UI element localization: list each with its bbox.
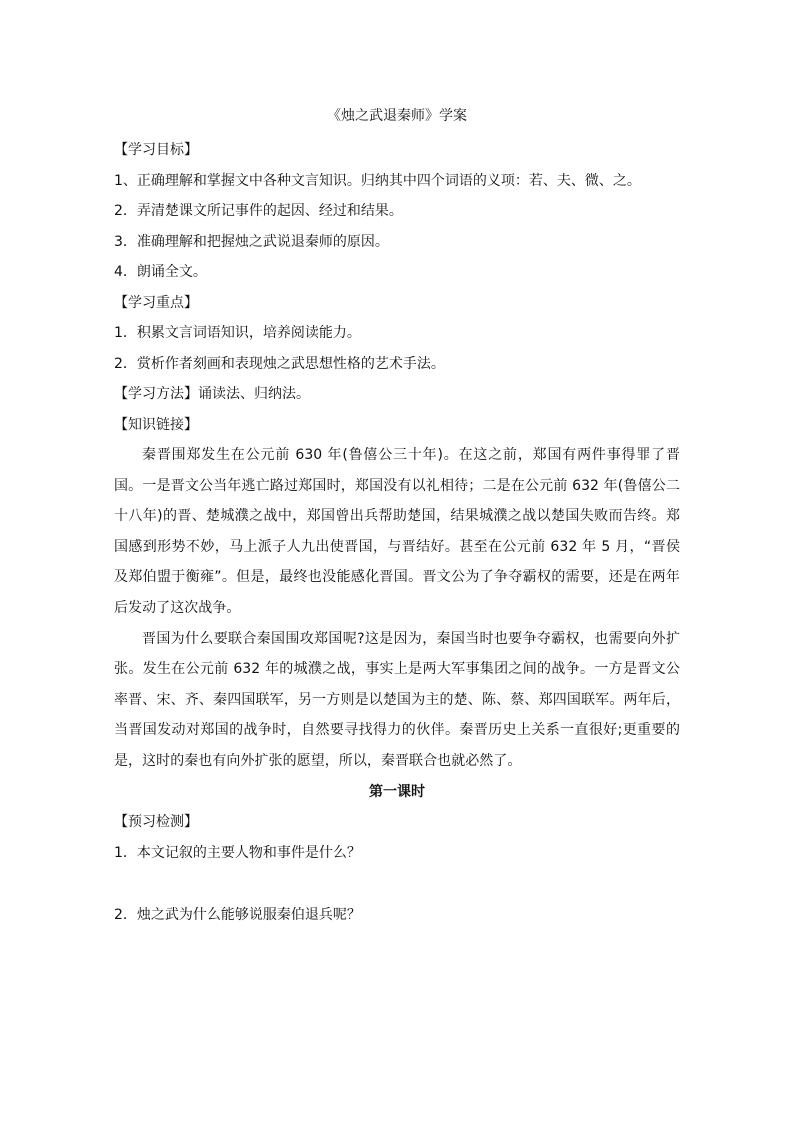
method-heading: 【学习方法】 [114, 386, 198, 402]
objective-item: 4．朗诵全文。 [114, 264, 207, 280]
document-content [114, 104, 680, 931]
preview-question: 1．本文记叙的主要人物和事件是什么？ [114, 844, 361, 861]
links-paragraph: 晋国为什么要联合秦国围攻郑国呢?这是因为，秦国当时也要争夺霸权，也需要向外扩张。发生在公元前 632 年的城濮之战，事实上是两大军事集团之间的战争。一方是晋文公率晋、宋、齐、秦四国联军，另一方则是以楚国为主的楚、陈、蔡、郑四国联军。两年后，当晋国发动对郑国的战争时，自然要寻找得力的伙伴。秦晋历史上关系一直很好;更重要的是，这时的秦也有向外扩张的愿望，所以，秦晋联合也就必然了。 [114, 630, 680, 769]
focus-heading: 【学习重点】 [114, 294, 198, 311]
preview-question: 2．烛之武为什么能够说服秦伯退兵呢？ [114, 907, 361, 924]
objective-item: 3．准确理解和把握烛之武说退秦师的原因。 [114, 233, 389, 250]
links-heading: 【知识链接】 [114, 416, 198, 433]
method-text: 诵读法、归纳法。 [198, 386, 310, 402]
objective-item: 1、正确理解和掌握文中各种文言知识。归纳其中四个词语的义项：若、夫、微、之。 [114, 172, 641, 189]
focus-item: 2．赏析作者刻画和表现烛之武思想性格的艺术手法。 [114, 355, 445, 372]
lesson-title: 第一课时 [369, 783, 425, 800]
objectives-heading: 【学习目标】 [114, 142, 198, 158]
document-title: 《烛之武退秦师》学案 [327, 108, 467, 124]
method-line [114, 379, 680, 410]
objective-item: 2．弄清楚课文所记事件的起因、经过和结果。 [114, 203, 403, 219]
preview-heading: 【预习检测】 [114, 814, 198, 831]
focus-item: 1．积累文言词语知识，培养阅读能力。 [114, 325, 361, 341]
answer-space [114, 868, 680, 900]
links-paragraph: 秦晋围郑发生在公元前 630 年(鲁僖公三十年)。在这之前，郑国有两件事得罪了晋国。一是晋文公当年逃亡路过郑国时，郑国没有以礼相待；二是在公元前 632 年(鲁僖公二十八年)的晋、楚城濮之战中，郑国曾出兵帮助楚国，结果城濮之战以楚国失败而告终。郑国感到形势不妙，马上派子人九出使晋国，与晋结好。甚至在公元前 632 年 5 月，“晋侯及郑伯盟于衡雍”。但是，最终也没能感化晋国。晋文公为了争夺霸权的需要，还是在两年后发动了这次战争。 [114, 447, 680, 616]
